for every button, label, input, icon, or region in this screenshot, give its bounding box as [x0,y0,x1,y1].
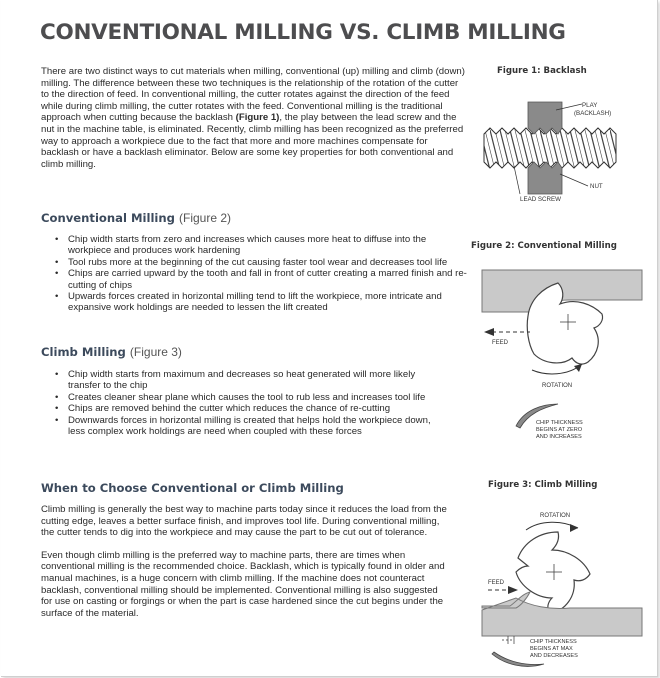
rotation-label: ROTATION [542,383,573,389]
chip-label-2: BEGINS AT MAX [530,646,573,652]
lead-screw-shape [484,128,616,168]
figure-2-title: Figure 2: Conventional Milling [471,241,617,251]
figure-3-title: Figure 3: Climb Milling [488,480,598,490]
when-heading: When to Choose Conventional or Climb Milling [41,481,344,495]
climb-section [41,345,449,437]
list-item: • Upwards forces created in horizontal milling tend to lift the workpiece, more intricate and expansive work holdings are needed to lessen the lift created [41,291,467,314]
intro-text-end: , the play between the lead screw and the nut in the machine table, is eliminated. Recently, climb milling has been recognized as the preferred way to approach a workpiece due to the fact that more and more machines compensate for backlash or have a backlash eliminator. Below are some key properties for both conventional and climb milling. [41,112,464,170]
climb-heading [41,345,449,359]
cutter-shape [516,532,590,614]
feed-label: FEED [492,340,509,346]
rotation-label: ROTATION [540,513,571,519]
page-title: CONVENTIONAL MILLING VS. CLIMB MILLING [40,20,566,45]
conventional-bullets [41,234,467,314]
conventional-heading-ref: (Figure 2) [179,211,232,225]
figure-1-backlash-diagram [470,90,650,210]
climb-bullets [41,369,449,437]
list-item: • Chip width starts from zero and increases which causes more heat to diffuse into the workpiece and produces work hardening [41,234,467,257]
chip-label-3: AND INCREASES [536,434,582,440]
figure-1-title: Figure 1: Backlash [497,66,587,76]
backlash-label: (BACKLASH) [574,110,612,117]
chip-label-1: CHIP THICKNESS [536,420,583,426]
when-paragraph-2: Even though climb milling is the preferred way to machine parts, there are times when conventional milling is the recommended choice. Backlash, which is typically found in older and manual machines, is a huge concern with climb milling. If the machine does not counteract backlash, conventional milling should be implemented. Conventional milling is also suggested for use on casting or forgings or when the part is case hardened since the cut begins under the surface of the material. [41,549,445,619]
play-label: PLAY [582,102,598,109]
nut-bottom-shape [528,162,562,194]
figure-2-conventional-diagram [470,258,650,458]
when-paragraph-1: Climb milling is generally the best way to machine parts today since it reduces the load from the cutting edge, leaves a better surface finish, and improves tool life. During conventional milling, the cutter tends to dig into the workpiece and may cause the part to be cut out of tolerance. [41,504,447,539]
list-item: • Chips are carried upward by the tooth and fall in front of cutter creating a marred finish and re-cutting of chips [41,268,467,291]
climb-heading-text: Climb Milling [41,345,126,359]
nut-label: NUT [590,183,603,190]
list-item: • Downwards forces in horizontal milling is created that helps hold the workpiece down, less complex work holdings are need when coupled with these forces [41,415,449,438]
list-item: • Chip width starts from maximum and decreases so heat generated will more likely transfer to the chip [41,369,449,392]
intro-text-start: There are two distinct ways to cut materials when milling, conventional (up) milling and climb (down) milling. The difference between these two techniques is the relationship of the rotation of the cutter to the direction of feed. In conventional milling, the cutter rotates against the direction of the feed while during climb milling, the cutter rotates with the feed. Conventional milling is the traditional approach when cutting because the backlash [41,66,465,124]
list-item: • Creates cleaner shear plane which causes the tool to rub less and increases tool life [41,392,449,403]
conventional-section [41,211,467,314]
climb-heading-ref: (Figure 3) [129,345,182,359]
chip-label-3: AND DECREASES [530,653,578,659]
chip-label-1: CHIP THICKNESS [530,639,577,645]
intro-figure-ref: (Figure 1) [235,112,280,124]
intro-paragraph [41,66,465,170]
when-section [41,481,451,619]
nut-top-shape [528,102,562,134]
list-item: • Tool rubs more at the beginning of the cut causing faster tool wear and decreases tool life [41,257,467,268]
feed-label: FEED [488,580,505,586]
lead-screw-label: LEAD SCREW [520,196,561,203]
conventional-heading-text: Conventional Milling [41,211,175,225]
figure-3-climb-diagram [470,506,650,672]
intro-section [41,66,465,170]
list-item: • Chips are removed behind the cutter which reduces the chance of re-cutting [41,403,449,414]
conventional-heading [41,211,467,225]
chip-label-2: BEGINS AT ZERO [536,427,583,433]
